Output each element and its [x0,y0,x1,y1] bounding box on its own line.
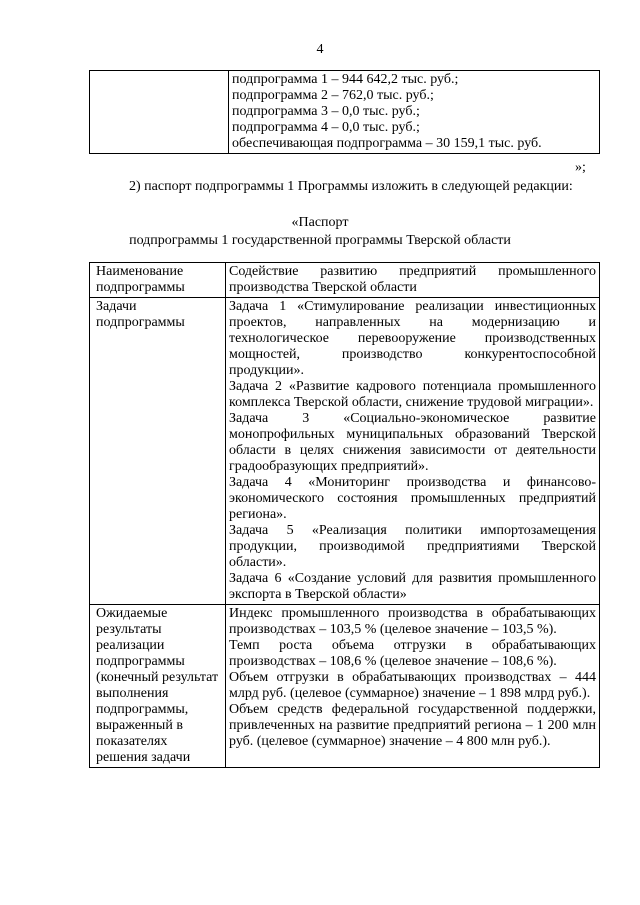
result-item: Индекс промышленного производства в обрабатывающих производствах – 103,5 % (целевое значение – 103,5 %). [229,606,596,637]
funding-list [229,71,600,154]
task-item: Задача 1 «Стимулирование реализации инвестиционных проектов, направленных на модернизацию и технологическое перевооружение производственных мощностей, производство конкурентоспособной продукции». [229,299,596,378]
task-item: Задача 6 «Создание условий для развития промышленного экспорта в Тверской области» [229,571,596,602]
table-row [90,298,600,605]
name-label: Наименование подпрограммы [90,263,226,298]
passport-heading [0,214,640,250]
tasks-label: Задачи подпрограммы [90,298,226,605]
tasks-cell [226,298,600,605]
page-number: 4 [316,42,324,57]
task-item: Задача 5 «Реализация политики импортозамещения продукции, производимой предприятиями Тверской области». [229,523,596,570]
heading-line-2: подпрограммы 1 государственной программы Тверской области [129,233,511,248]
funding-line-5: обеспечивающая подпрограмма – 30 159,1 тыс. руб. [232,136,542,151]
amendment-paragraph: 2) паспорт подпрограммы 1 Программы изложить в следующей редакции: [129,179,573,194]
closing-quote: »; [575,160,586,175]
table-row [90,605,600,768]
task-item: Задача 3 «Социально-экономическое развитие монопрофильных муниципальных образований Тверской области в целях снижения зависимости от деятельности градообразующих предприятий». [229,411,596,474]
passport-table [89,262,600,768]
funding-table [89,70,600,154]
funding-line-1: подпрограмма 1 – 944 642,2 тыс. руб.; [232,72,459,87]
name-value: Содействие развитию предприятий промышленного производства Тверской области [226,263,600,298]
funding-line-2: подпрограмма 2 – 762,0 тыс. руб.; [232,88,434,103]
empty-cell [90,71,229,154]
heading-line-1: «Паспорт [291,215,349,230]
table-row [90,71,600,154]
result-item: Темп роста объема отгрузки в обрабатывающих производствах – 108,6 % (целевое значение – 108,6 %). [229,638,596,669]
result-item: Объем средств федеральной государственной поддержки, привлеченных на развитие предприятий региона – 1 200 млн руб. (целевое (суммарное) значение – 4 800 млн руб.). [229,702,596,749]
task-item: Задача 2 «Развитие кадрового потенциала промышленного комплекса Тверской области, снижение трудовой миграции». [229,379,596,410]
result-item: Объем отгрузки в обрабатывающих производствах – 444 млрд руб. (целевое (суммарное) значение – 1 898 млрд руб.). [229,670,596,701]
funding-line-3: подпрограмма 3 – 0,0 тыс. руб.; [232,104,420,119]
table-row [90,263,600,298]
task-item: Задача 4 «Мониторинг производства и финансово-экономического состояния промышленных предприятий региона». [229,475,596,522]
funding-line-4: подпрограмма 4 – 0,0 тыс. руб.; [232,120,420,135]
results-cell [226,605,600,768]
results-label: Ожидаемые результаты реализации подпрограммы (конечный результат выполнения подпрограммы, выраженный в показателях решения задачи [90,605,226,768]
